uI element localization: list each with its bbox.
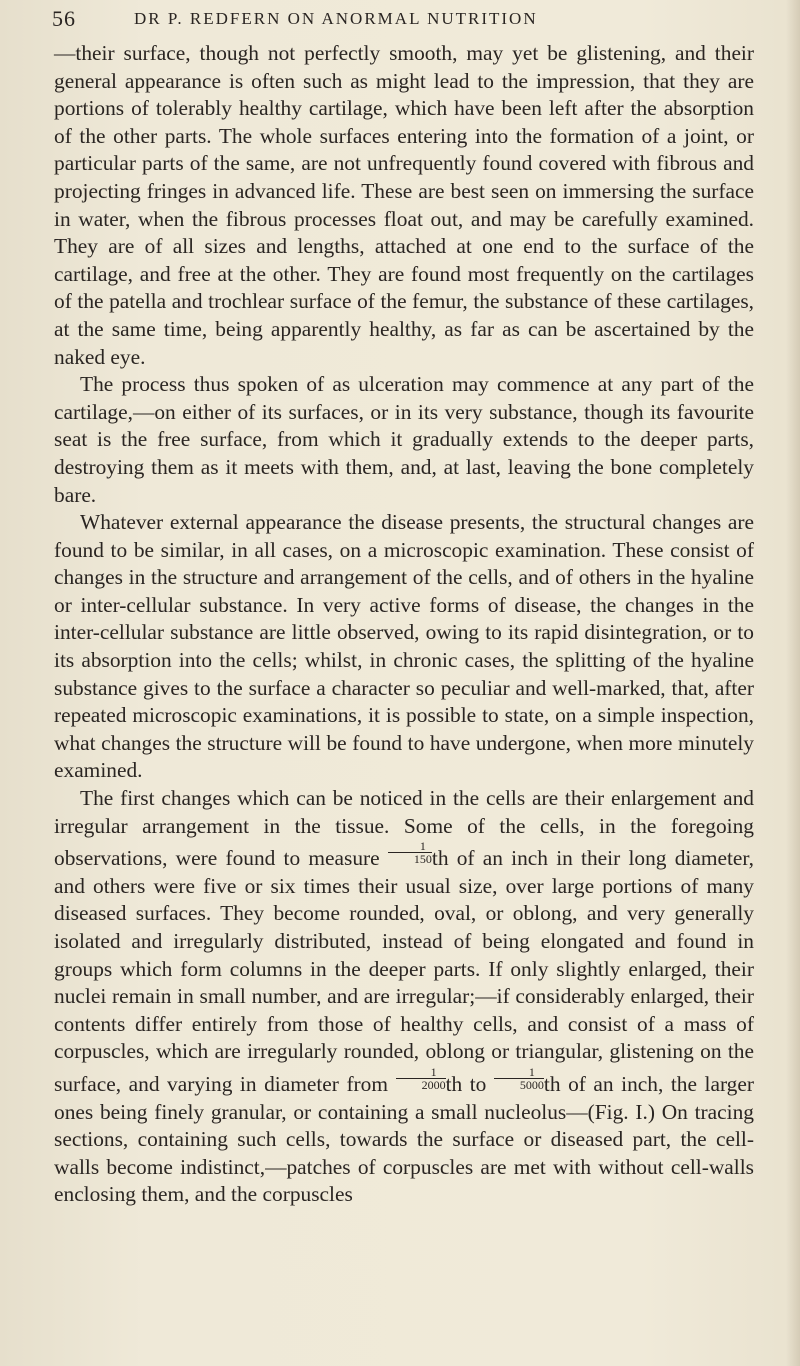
body-text (54, 40, 754, 1209)
paragraph-cell-changes (54, 785, 754, 1209)
fraction-one-5000: $\frac{1}{5000}$ (494, 1066, 544, 1091)
paragraph: The process thus spoken of as ulceration may commence at any part of the cartilage,—on either of its surfaces, or in its very substance, though its favourite seat is the free surface, from which it gradually extends to the deeper parts, destroying them as it meets with them, and, at last, leaving the bone completely bare. (54, 372, 754, 507)
page-number: 56 (52, 6, 76, 31)
running-title: DR P. REDFERN ON ANORMAL NUTRITION (134, 9, 538, 28)
fraction-one-2000: $\frac{1}{2000}$ (396, 1066, 446, 1091)
paragraph: Whatever external appearance the disease presents, the structural changes are found to be similar, in all cases, on a microscopic examination. These consist of changes in the structure and arrangement of the cells, and of others in the hyaline or inter-cellular substance. In very active forms of disease, the changes in the inter-cellular substance are little observed, owing to its rapid disintegration, or to its absorption into the cells; whilst, in chronic cases, the splitting of the hyaline substance gives to the surface a character so peculiar and well-marked, that, after repeated microscopic examinations, it is possible to state, on a simple inspection, what changes the structure will be found to have undergone, when more minutely examined. (54, 510, 754, 783)
paragraph-text: th of an inch, the larger ones being finely granular, or containing a small nucleolus—(Fig. I.) On tracing sections, containing such cells, towards the surface or diseased part, the cell-walls become indistinct,—patches of corpuscles are met with without cell-walls enclosing them, and the corpuscles (54, 1071, 754, 1207)
paragraph-text: The first changes which can be noticed in the cells are their enlargement and irregular arrangement in the tissue. Some of the cells, in the foregoing observations, were found to measure (54, 786, 754, 871)
paragraph: —their surface, though not perfectly smooth, may yet be glistening, and their general appearance is often such as might lead to the impression, that they are portions of tolerably healthy cartilage, which have been left after the absorption of the other parts. The whole surfaces entering into the formation of a joint, or particular parts of the same, are not unfrequently found covered with fibrous and projecting fringes in advanced life. These are best seen on immersing the surface in water, when the fibrous processes float out, and may be carefully examined. They are of all sizes and lengths, attached at one end to the surface of the cartilage, and free at the other. They are found most frequently on the cartilages of the patella and trochlear surface of the femur, the substance of these cartilages, at the same time, being apparently healthy, as far as can be ascertained by the naked eye. (54, 41, 754, 369)
page-edge-shadow (786, 0, 800, 1366)
paragraph-text: th to (445, 1071, 494, 1096)
page-header (52, 6, 778, 34)
fraction-one-150: $\frac{1}{150}$ (388, 840, 432, 865)
paragraph-text: th of an inch in their long diameter, and others were five or six times their usual size, over large portions of many diseased surfaces. They become rounded, oval, or oblong, and very generally isolated and irregularly distributed, instead of being elongated and found in groups which form columns in the deeper parts. If only slightly enlarged, their nuclei remain in small number, and are irregular;—if considerably enlarged, their contents differ entirely from those of healthy cells, and consist of a mass of corpuscles, which are irregularly rounded, oblong or triangular, glistening on the surface, and varying in diameter from (54, 846, 755, 1096)
